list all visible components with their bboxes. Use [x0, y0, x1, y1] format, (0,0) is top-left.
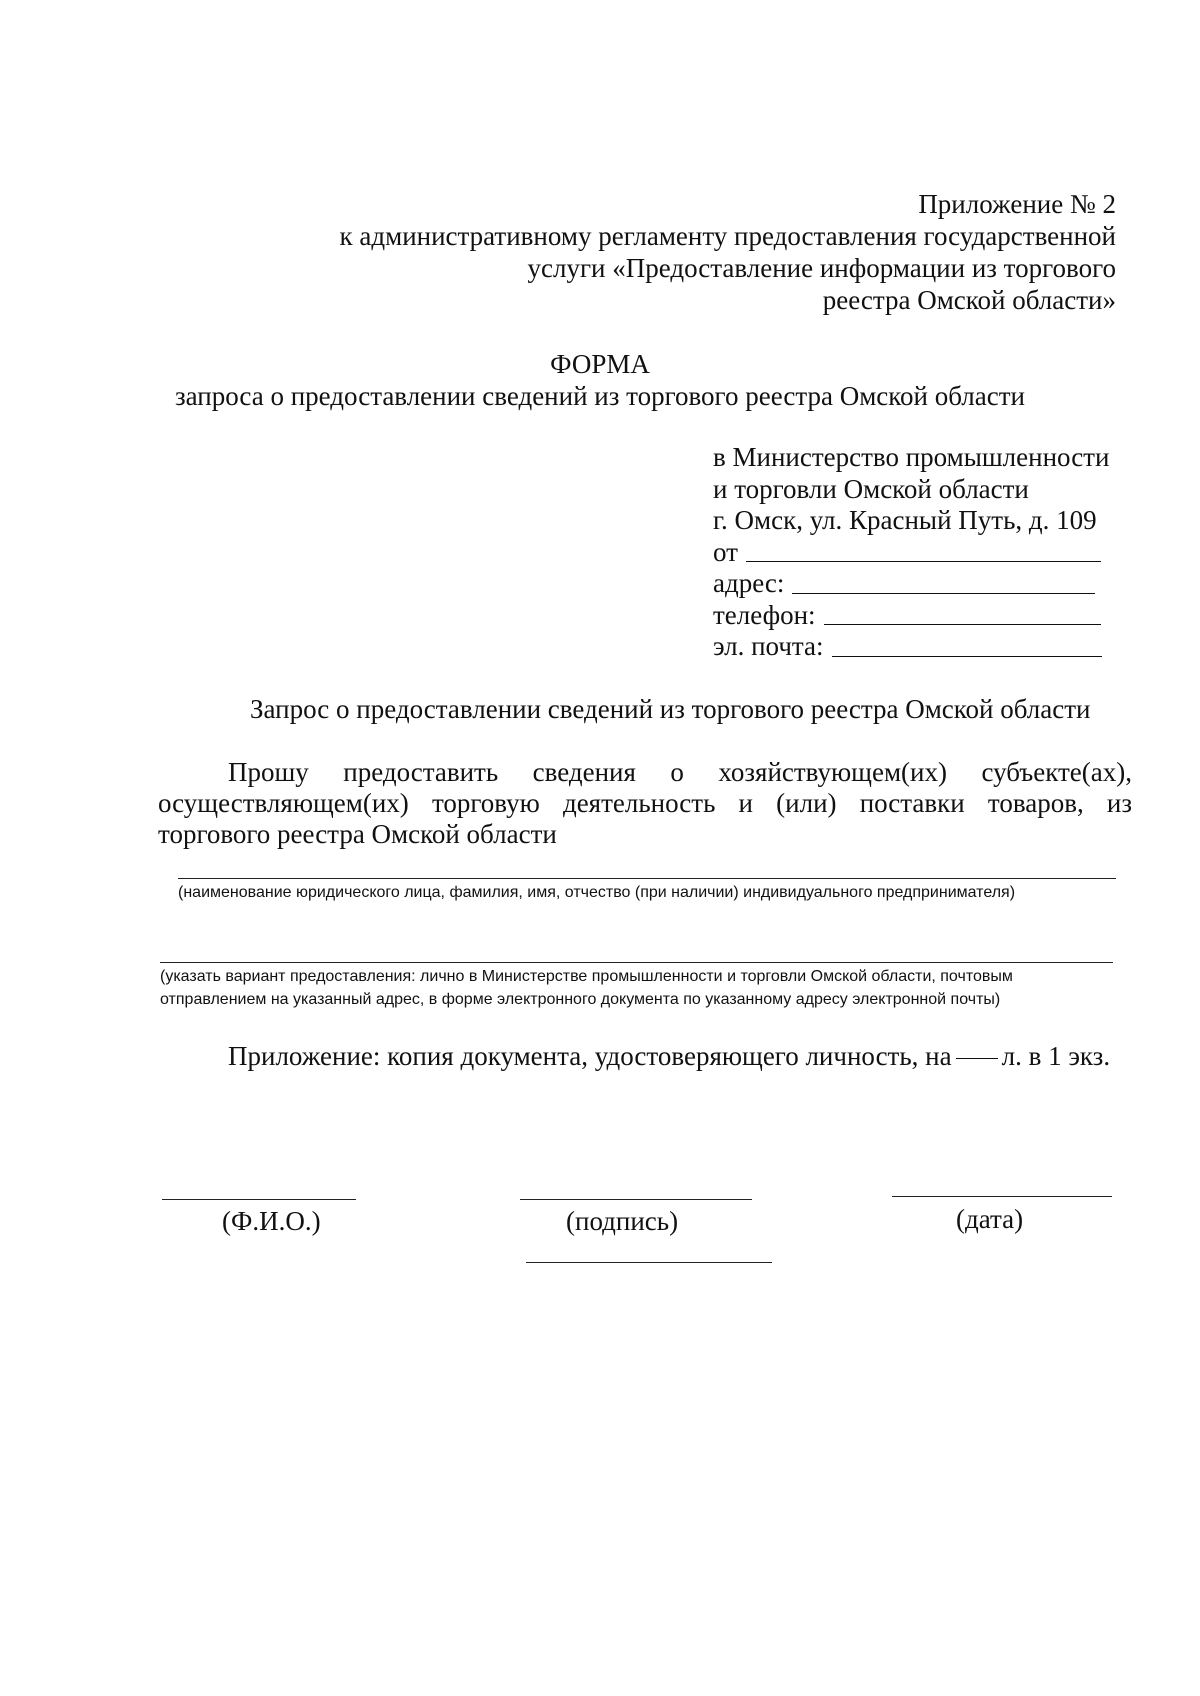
addressee-line-1: в Министерство промышленности: [713, 442, 1110, 472]
phone-field[interactable]: [824, 623, 1101, 625]
address-field[interactable]: [792, 592, 1095, 594]
addressee-block: [713, 442, 1133, 663]
form-subtitle: запроса о предоставлении сведений из торгового реестра Омской области: [175, 381, 1025, 411]
delivery-method-field[interactable]: [160, 962, 1113, 963]
email-row: [713, 631, 1133, 663]
attachment-text-after: л. в 1 экз.: [1001, 1041, 1111, 1071]
form-title: ФОРМА: [550, 349, 650, 379]
from-field[interactable]: [746, 560, 1101, 562]
address-label: адрес:: [713, 568, 785, 598]
signature-field[interactable]: [520, 1199, 752, 1200]
attachment-paragraph: [158, 1040, 1132, 1072]
from-label: от: [713, 536, 738, 567]
appendix-line-3: услуги «Предоставление информации из торгового: [527, 253, 1116, 283]
email-field[interactable]: [832, 655, 1102, 657]
delivery-caption-line-2: отправлением на указанный адрес, в форме электронного документа по указанному адресу электронной почты): [160, 991, 1001, 1008]
date-field[interactable]: [892, 1196, 1112, 1197]
appendix-number: Приложение № 2: [918, 189, 1116, 219]
request-heading: Запрос о предоставлении сведений из торгового реестра Омской области: [250, 694, 1091, 724]
email-label: эл. почта:: [713, 631, 824, 661]
entity-name-field[interactable]: [178, 878, 1116, 879]
request-body: Прошу предоставить сведения о хозяйствующем(их) субъекте(ах), осуществляющем(их) торговую деятельность и (или) поставки товаров, из торгового реестра Омской области: [158, 757, 1132, 849]
attachment-pages-field[interactable]: [956, 1057, 998, 1059]
signature-label: (подпись): [566, 1206, 679, 1236]
delivery-caption-line-1: (указать вариант предоставления: лично в Министерстве промышленности и торговли Омской области, почтовым: [160, 968, 1013, 985]
extra-signature-line[interactable]: [526, 1262, 772, 1263]
phone-label: телефон:: [713, 599, 816, 630]
entity-name-caption: (наименование юридического лица, фамилия, имя, отчество (при наличии) индивидуального предпринимателя): [178, 884, 1016, 901]
from-row: [713, 537, 1133, 569]
addressee-line-3: г. Омск, ул. Красный Путь, д. 109: [713, 505, 1097, 535]
appendix-line-2: к административному регламенту предоставления государственной: [339, 221, 1116, 251]
appendix-header: [216, 188, 1116, 316]
address-row: [713, 568, 1133, 600]
fio-field[interactable]: [162, 1199, 356, 1200]
attachment-text-before: Приложение: копия документа, удостоверяющего личность, на: [228, 1041, 952, 1071]
appendix-line-4: реестра Омской области»: [822, 285, 1116, 315]
phone-row: [713, 600, 1133, 632]
date-label: (дата): [956, 1204, 1024, 1234]
fio-label: (Ф.И.О.): [222, 1206, 321, 1236]
addressee-line-2: и торговли Омской области: [713, 473, 1029, 504]
